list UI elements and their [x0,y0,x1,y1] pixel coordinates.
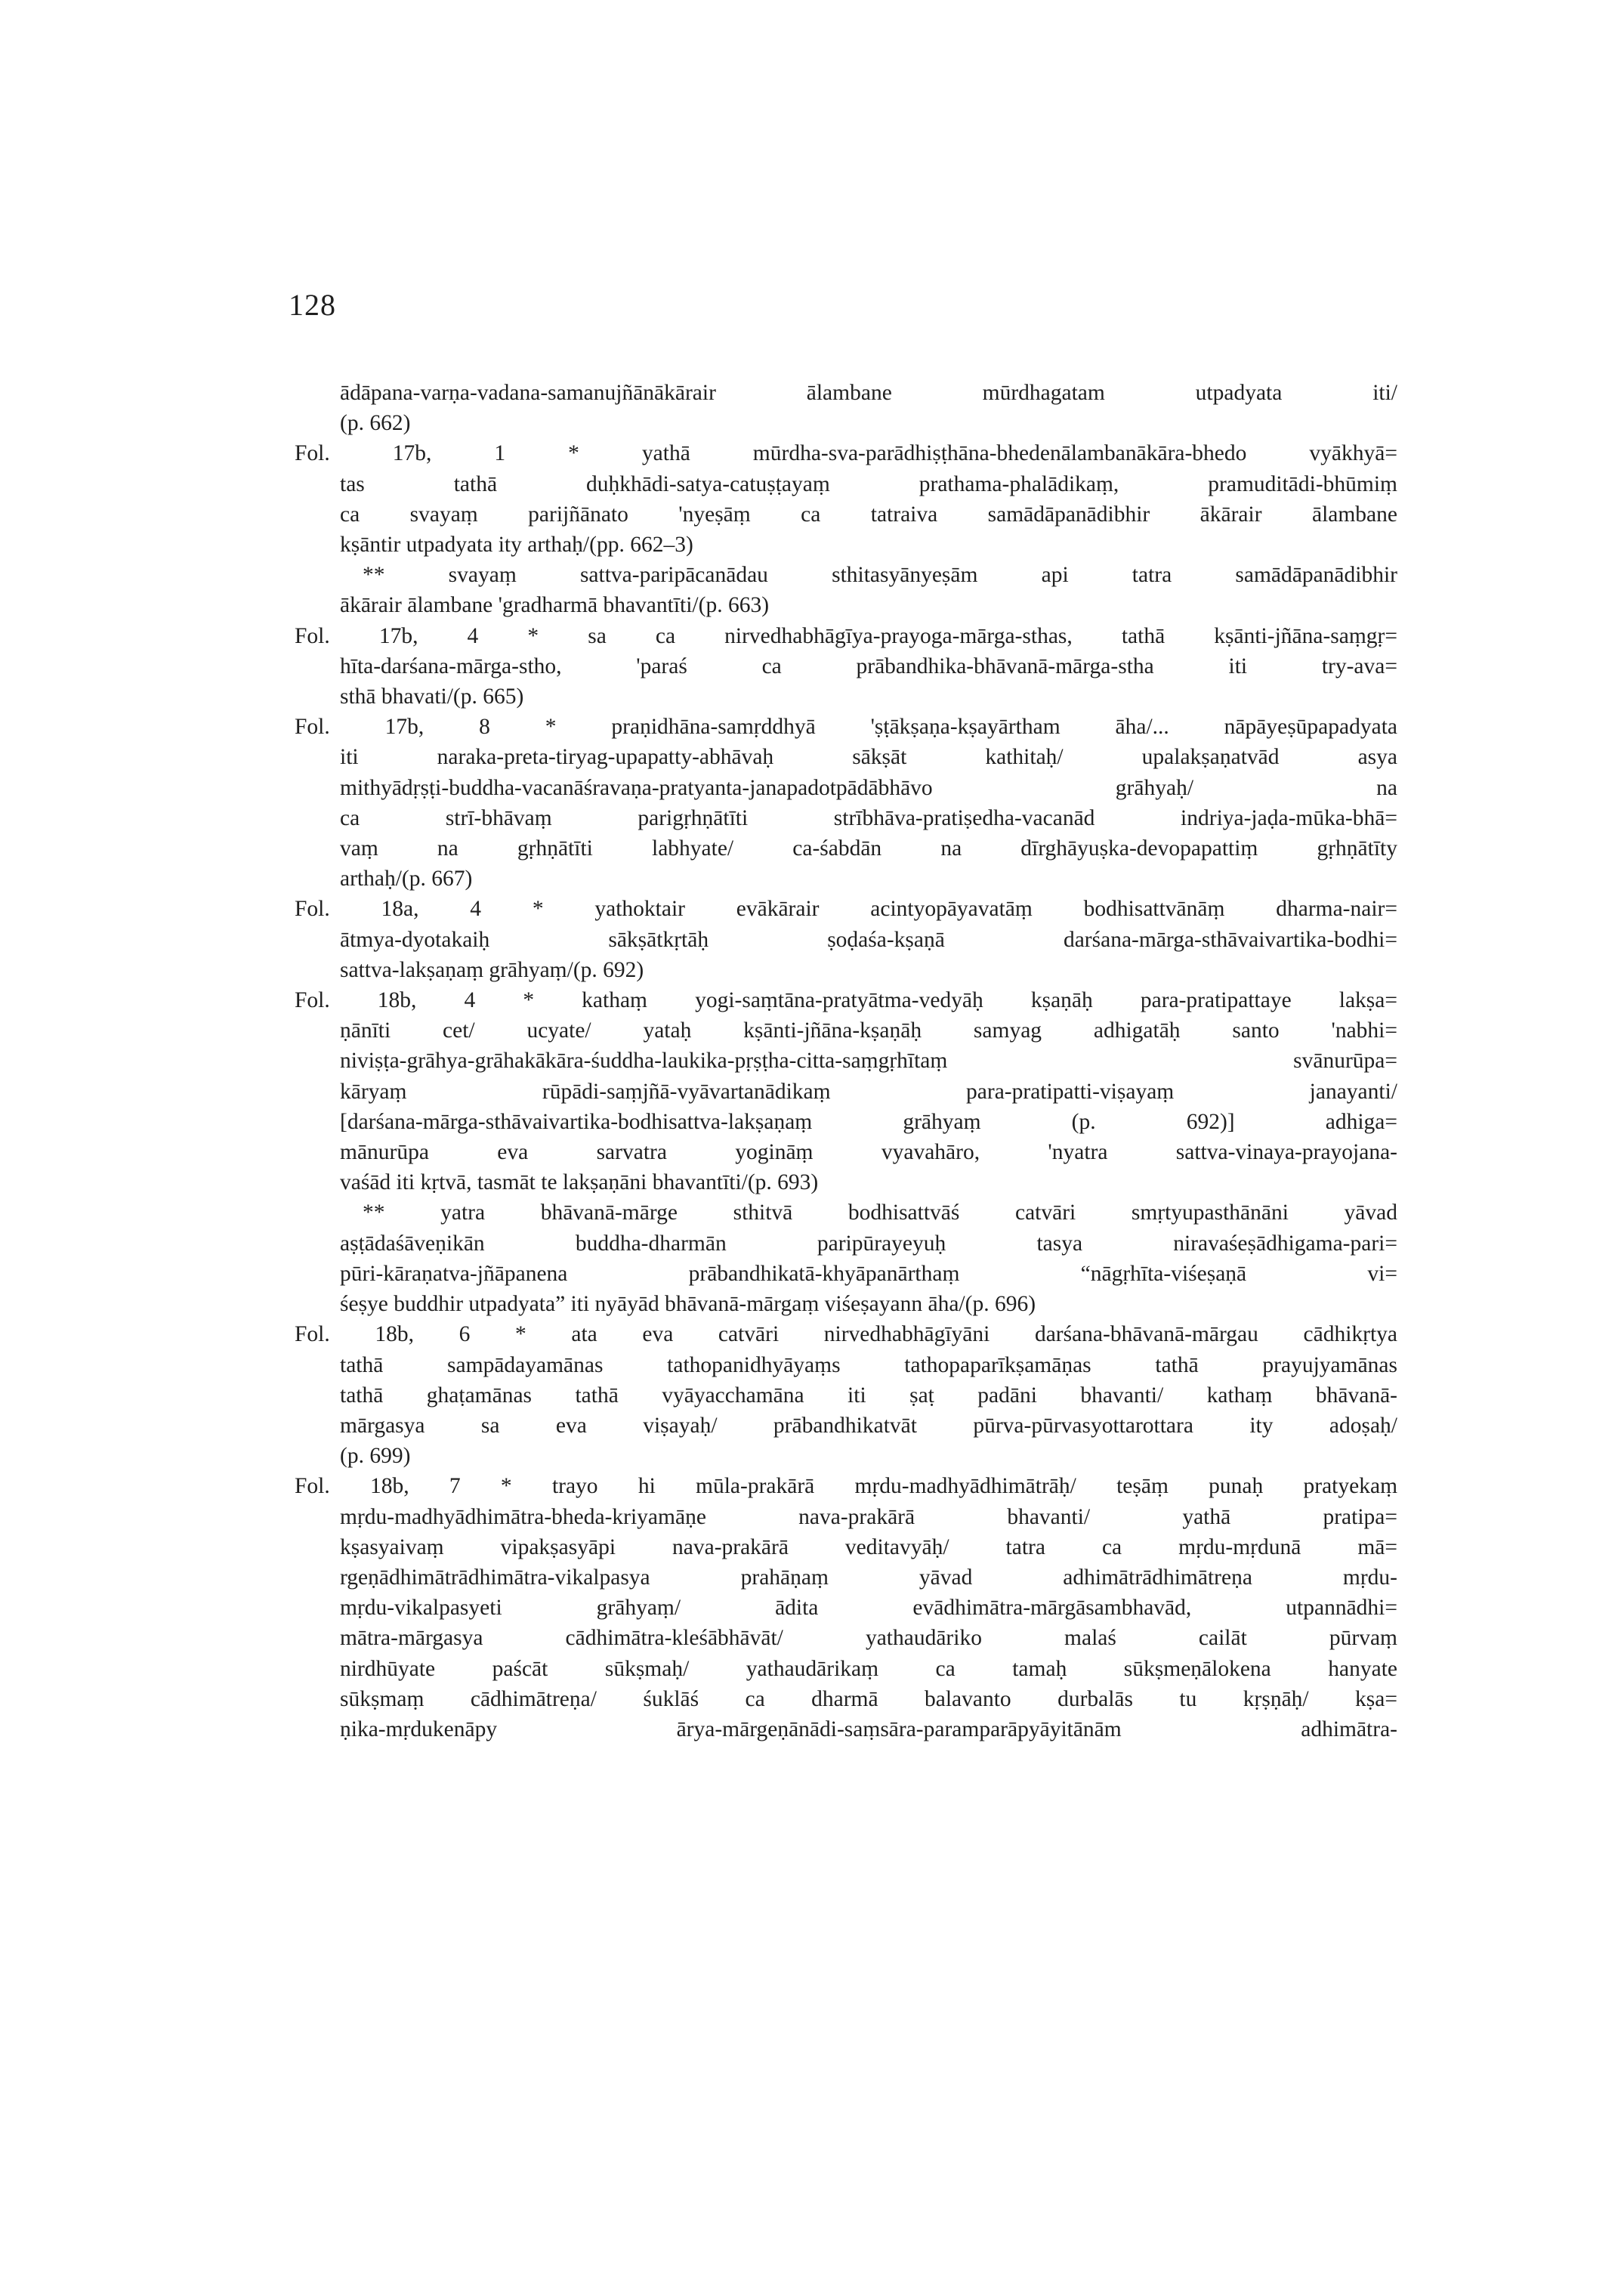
text-line: ** svayaṃ sattva-paripācanādau sthitasyānyeṣām api tatra samādāpanādibhir [363,563,1397,588]
text-line: ākārair ālambane 'gradharmā bhavantīti/(p. 663) [340,593,770,618]
text-line: mātra-mārgasya cādhimātra-kleśābhāvāt/ yathaudāriko malaś cailāt pūrvaṃ [340,1626,1397,1651]
text-line: (p. 699) [340,1444,411,1469]
folio-entry [295,894,1397,985]
text-line: mārgasya sa eva viṣayaḥ/ prābandhikatvāt pūrva-pūrvasyottarottara ity adoṣaḥ/ [340,1413,1397,1438]
text-line: Fol. 18b, 6 * ata eva catvāri nirvedhabhāgīyāni darśana-bhāvanā-mārgau cādhikṛtya [295,1322,1397,1347]
folio-label: Fol. 18a, 4 [295,897,482,922]
text-line: mṛdu-vikalpasyeti grāhyaṃ/ ādita evādhimātra-mārgāsambhavād, utpannādhi= [340,1596,1397,1621]
text-line: mānurūpa eva sarvatra yogināṃ vyavahāro, 'nyatra sattva-vinaya-prayojana- [340,1140,1397,1165]
text-line: Fol. 18b, 7 * trayo hi mūla-prakārā mṛdu-madhyādhimātrāḥ/ teṣāṃ punaḥ pratyekaṃ [295,1474,1397,1499]
folio-label: Fol. 18b, 7 [295,1474,461,1499]
text-line: sthā bhavati/(p. 665) [340,684,524,709]
text-line: Fol. 17b, 1 * yathā mūrdha-sva-parādhiṣṭhāna-bhedenālambanākāra-bhedo vyākhyā= [295,441,1397,466]
text-line: kṣāntir utpadyata ity arthaḥ/(pp. 662–3) [340,533,693,558]
text-line: niviṣṭa-grāhya-grāhakākāra-śuddha-laukika-pṛṣṭha-citta-saṃgṛhītaṃ svānurūpa= [340,1049,1397,1074]
folio-label: Fol. 17b, 4 [295,623,479,648]
folio-entry [295,712,1397,894]
folio-label: Fol. 17b, 1 [295,441,506,466]
text-line: ṇika-mṛdukenāpy ārya-mārgeṇānādi-saṃsāra-paramparāpyāyitānām adhimātra- [340,1717,1397,1741]
text-line: ādāpana-varṇa-vadana-samanujñānākārair ālambane mūrdhagatam utpadyata iti/ [340,381,1397,405]
folio-entry [295,985,1397,1319]
text-line: iti naraka-preta-tiryag-upapatty-abhāvaḥ sākṣāt kathitaḥ/ upalakṣaṇatvād asya [340,745,1397,770]
text-line: Fol. 18a, 4 * yathoktair evākārair acintyopāyavatāṃ bodhisattvānāṃ dharma-nair= [295,897,1397,922]
text-line: mṛdu-madhyādhimātra-bheda-kriyamāṇe nava-prakārā bhavanti/ yathā pratipa= [340,1504,1397,1529]
text-line: rgeṇādhimātrādhimātra-vikalpasya prahāṇaṃ yāvad adhimātrādhimātreṇa mṛdu- [340,1565,1397,1590]
page-number: 128 [289,288,336,322]
folio-label: Fol. 17b, 8 [295,715,490,740]
folio-entry [295,438,1397,620]
folio-entry [295,1319,1397,1471]
text-line: mithyādṛṣṭi-buddha-vacanāśravaṇa-pratyanta-janapadotpādābhāvo grāhyaḥ/ na [340,775,1397,800]
text-line: (p. 662) [340,411,411,436]
text-line: ātmya-dyotakaiḥ sākṣātkṛtāḥ ṣoḍaśa-kṣaṇā darśana-mārga-sthāvaivartika-bodhi= [340,927,1397,952]
text-line: kṣasyaivaṃ vipakṣasyāpi nava-prakārā veditavyāḥ/ tatra ca mṛdu-mṛdunā mā= [340,1534,1397,1559]
intro-paragraph [340,378,1397,438]
folio-entry [295,621,1397,712]
text-line: Fol. 17b, 8 * praṇidhāna-samṛddhyā 'ṣṭākṣaṇa-kṣayārtham āha/... nāpāyeṣūpapadyata [295,715,1397,740]
folio-label: Fol. 18b, 4 [295,988,476,1013]
text-line: tathā sampādayamānas tathopanidhyāyaṃs tathopaparīkṣamāṇas tathā prayujyamānas [340,1352,1397,1377]
text-line: ṇānīti cet/ ucyate/ yataḥ kṣānti-jñāna-kṣaṇāḥ samyag adhigatāḥ santo 'nabhi= [340,1018,1397,1043]
text-line: Fol. 18b, 4 * kathaṃ yogi-saṃtāna-pratyātma-vedyāḥ kṣaṇāḥ para-pratipattaye lakṣa= [295,988,1397,1013]
text-line: hīta-darśana-mārga-stho, 'paraś ca prābandhika-bhāvanā-mārga-stha iti try-ava= [340,654,1397,678]
text-line: ca strī-bhāvaṃ parigṛhṇātīti strībhāva-pratiṣedha-vacanād indriya-jaḍa-mūka-bhā= [340,805,1397,830]
text-line: vaṃ na gṛhṇātīti labhyate/ ca-śabdān na dīrghāyuṣka-devopapattiṃ gṛhṇātīty [340,836,1397,861]
text-line: ** yatra bhāvanā-mārge sthitvā bodhisattvāś catvāri smṛtyupasthānāni yāvad [363,1201,1397,1225]
text-line: tas tathā duḥkhādi-satya-catuṣṭayaṃ prathama-phalādikaṃ, pramuditādi-bhūmiṃ [340,471,1397,496]
text-line: sūkṣmaṃ cādhimātreṇa/ śuklāś ca dharmā balavanto durbalās tu kṛṣṇāḥ/ kṣa= [340,1686,1397,1711]
folio-label: Fol. 18b, 6 [295,1322,471,1347]
text-line: śeṣye buddhir utpadyata” iti nyāyād bhāvanā-mārgaṃ viśeṣayann āha/(p. 696) [340,1292,1036,1317]
text-line: vaśād iti kṛtvā, tasmāt te lakṣaṇāni bhavantīti/(p. 693) [340,1170,819,1195]
text-line: sattva-lakṣaṇaṃ grāhyaṃ/(p. 692) [340,957,644,982]
body-text [295,378,1397,1744]
text-line: aṣṭādaśāveṇikān buddha-dharmān paripūrayeyuḥ tasya niravaśeṣādhigama-pari= [340,1231,1397,1256]
text-line: nirdhūyate paścāt sūkṣmaḥ/ yathaudārikaṃ ca tamaḥ sūkṣmeṇālokena hanyate [340,1656,1397,1681]
text-line: ca svayaṃ parijñānato 'nyeṣāṃ ca tatraiva samādāpanādibhir ākārair ālambane [340,502,1397,527]
text-line: pūri-kāraṇatva-jñāpanena prābandhikatā-khyāpanārthaṃ “nāgṛhīta-viśeṣaṇā vi= [340,1261,1397,1286]
text-line: kāryaṃ rūpādi-saṃjñā-vyāvartanādikaṃ para-pratipatti-viṣayaṃ janayanti/ [340,1079,1397,1104]
folio-entry [295,1471,1397,1744]
text-line: Fol. 17b, 4 * sa ca nirvedhabhāgīya-prayoga-mārga-sthas, tathā kṣānti-jñāna-saṃgṛ= [295,623,1397,648]
text-line: tathā ghaṭamānas tathā vyāyacchamāna iti ṣaṭ padāni bhavanti/ kathaṃ bhāvanā- [340,1383,1397,1408]
text-line: [darśana-mārga-sthāvaivartika-bodhisattva-lakṣaṇaṃ grāhyaṃ (p. 692)] adhiga= [340,1109,1397,1134]
text-line: arthaḥ/(p. 667) [340,867,473,892]
